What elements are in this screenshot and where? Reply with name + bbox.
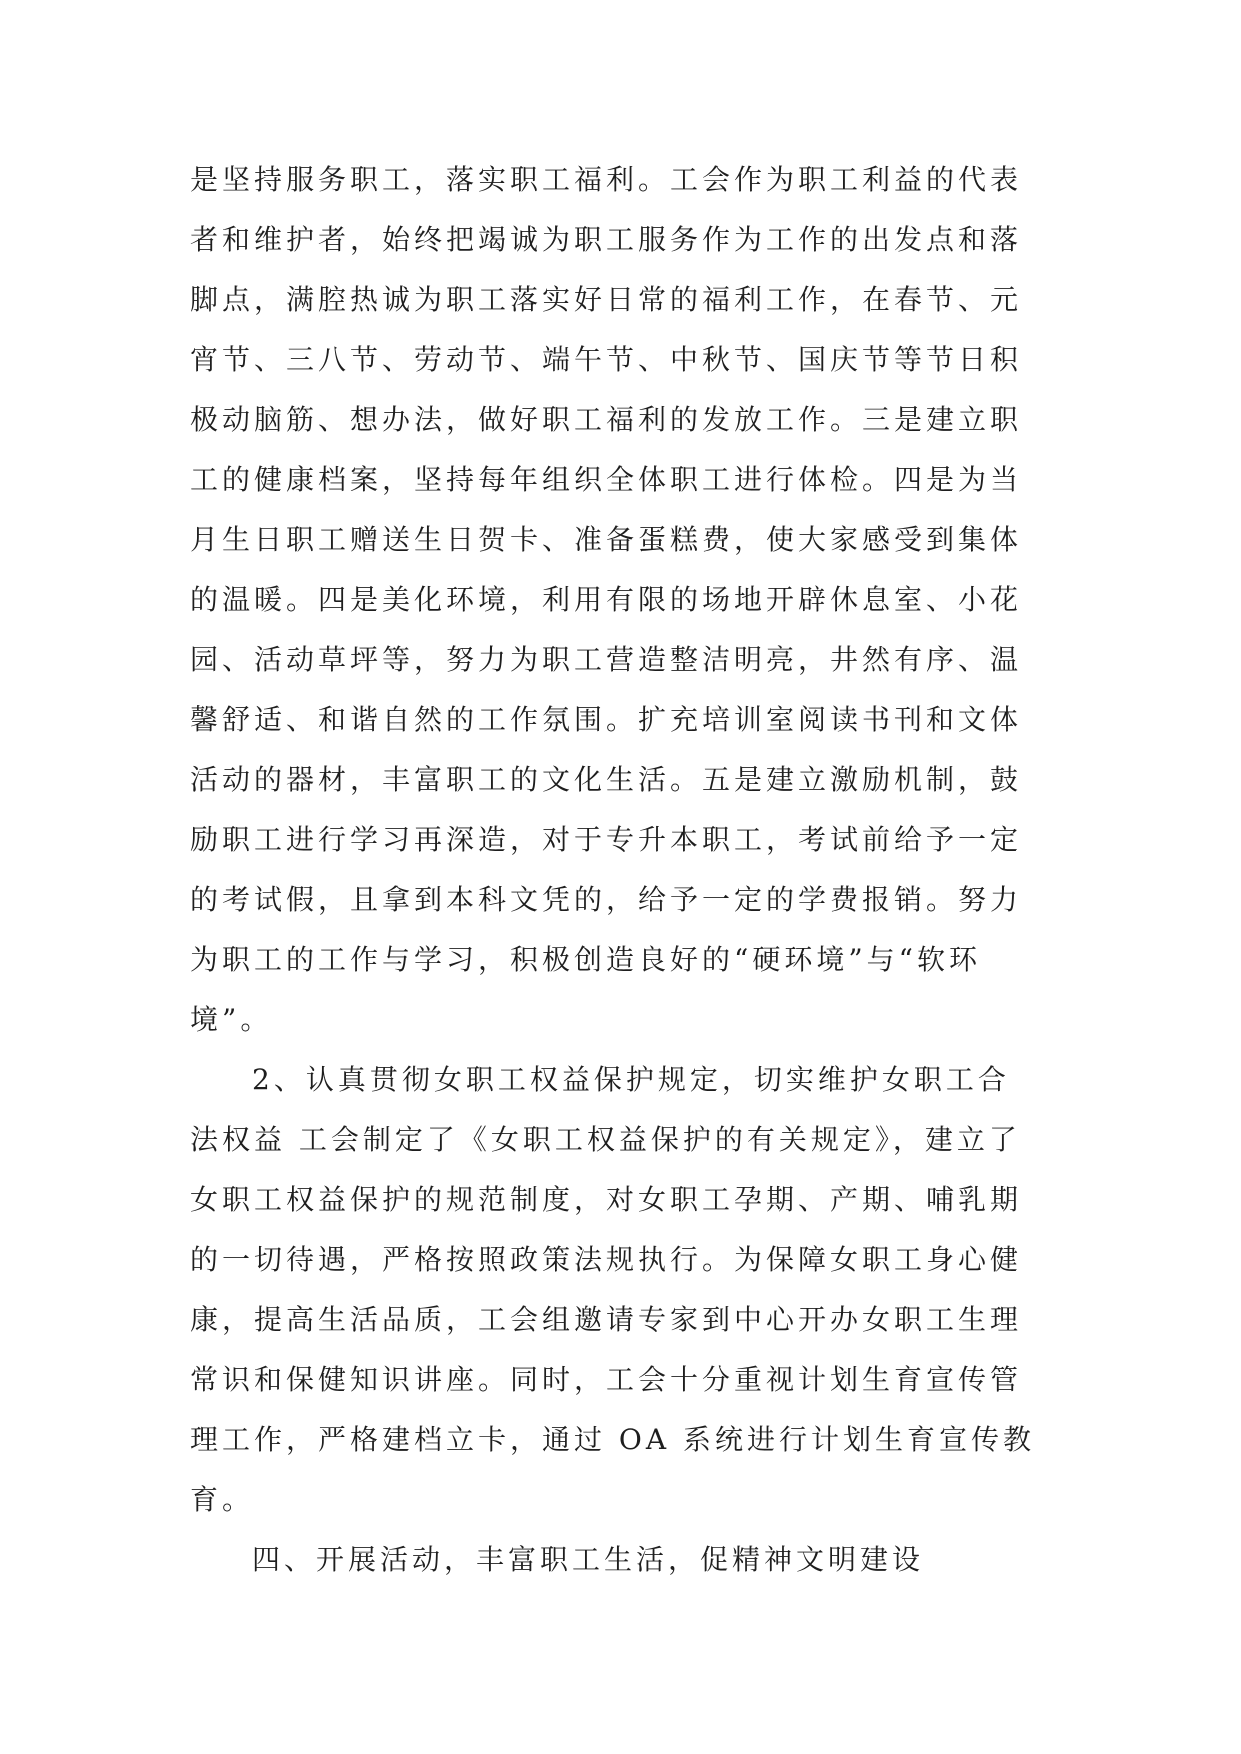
text-line: 极动脑筋、想办法，做好职工福利的发放工作。三是建立职	[190, 403, 1023, 436]
text-line: 活动的器材，丰富职工的文化生活。五是建立激励机制，鼓	[190, 763, 1023, 796]
section-heading: 四、开展活动，丰富职工生活，促精神文明建设	[252, 1543, 925, 1576]
text-line: 宵节、三八节、劳动节、端午节、中秋节、国庆节等节日积	[190, 343, 1023, 376]
text-line: 是坚持服务职工，落实职工福利。工会作为职工利益的代表	[190, 163, 1023, 196]
document-body	[190, 150, 1050, 1590]
text-line: 园、活动草坪等，努力为职工营造整洁明亮，井然有序、温	[190, 643, 1023, 676]
text-line: 者和维护者，始终把竭诚为职工服务作为工作的出发点和落	[190, 223, 1023, 256]
text-line: 馨舒适、和谐自然的工作氛围。扩充培训室阅读书刊和文体	[190, 703, 1023, 736]
text-line: 脚点，满腔热诚为职工落实好日常的福利工作，在春节、元	[190, 283, 1023, 316]
text-line: 女职工权益保护的规范制度，对女职工孕期、产期、哺乳期	[190, 1183, 1023, 1216]
text-line: 的温暖。四是美化环境，利用有限的场地开辟休息室、小花	[190, 583, 1023, 616]
text-line: 的考试假，且拿到本科文凭的，给予一定的学费报销。努力	[190, 883, 1023, 916]
text-line: 月生日职工赠送生日贺卡、准备蛋糕费，使大家感受到集体	[190, 523, 1023, 556]
text-line: 为职工的工作与学习，积极创造良好的“硬环境”与“软环	[190, 943, 981, 976]
text-line: 常识和保健知识讲座。同时，工会十分重视计划生育宣传管	[190, 1363, 1023, 1396]
text-line: 工的健康档案，坚持每年组织全体职工进行体检。四是为当	[190, 463, 1023, 496]
text-line: 励职工进行学习再深造，对于专升本职工，考试前给予一定	[190, 823, 1023, 856]
text-line: 理工作，严格建档立卡，通过 OA 系统进行计划生育宣传教	[190, 1423, 1035, 1456]
text-line: 法权益 工会制定了《女职工权益保护的有关规定》，建立了	[190, 1123, 1021, 1156]
text-line: 的一切待遇，严格按照政策法规执行。为保障女职工身心健	[190, 1243, 1023, 1276]
text-line: 育。	[190, 1483, 255, 1516]
text-line: 境”。	[190, 1003, 273, 1036]
paragraph-start-line: 2、认真贯彻女职工权益保护规定，切实维护女职工合	[252, 1063, 1010, 1096]
text-line: 康，提高生活品质，工会组邀请专家到中心开办女职工生理	[190, 1303, 1023, 1336]
